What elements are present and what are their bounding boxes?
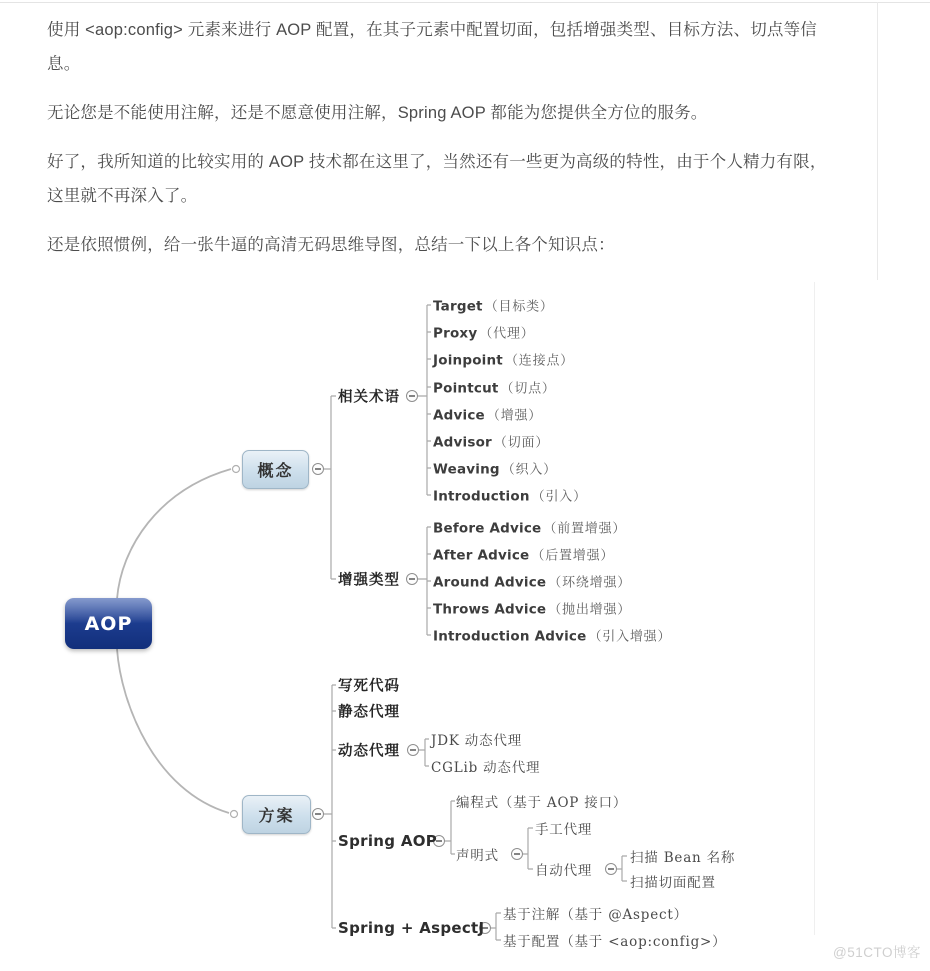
term-advisor-en: Advisor	[433, 434, 492, 451]
collapse-icon-declarative	[512, 849, 523, 860]
term-advice	[433, 405, 542, 424]
term-pointcut-zh: （切点）	[500, 381, 556, 397]
paragraph-summary: 好了，我所知道的比较实用的 AOP 技术都在这里了，当然还有一些更为高级的特性，由于个人精力有限，这里就不再深入了。	[47, 153, 827, 205]
term-joinpoint-zh: （连接点）	[504, 353, 574, 369]
bracket-terms-children	[418, 305, 431, 495]
term-weaving-zh: （织入）	[501, 462, 557, 478]
advice-after-en: After Advice	[433, 547, 530, 564]
node-declarative: 声明式	[456, 848, 499, 864]
leaf-scan-aspect-config: 扫描切面配置	[630, 875, 716, 891]
term-target-en: Target	[433, 298, 483, 315]
advice-introduction	[433, 626, 671, 645]
advice-before-zh: （前置增强）	[543, 521, 627, 537]
term-joinpoint	[433, 350, 574, 369]
collapse-icon-scheme	[313, 809, 324, 820]
junction-dot-scheme	[231, 811, 238, 818]
collapse-icon-terms	[407, 391, 418, 402]
term-introduction-en: Introduction	[433, 488, 530, 505]
advice-after	[433, 545, 614, 564]
node-spring-aop: Spring AOP	[338, 832, 438, 850]
term-weaving-en: Weaving	[433, 461, 500, 478]
advice-throws	[433, 599, 631, 618]
collapse-icon-advice-types	[407, 574, 418, 585]
advice-around-zh: （环绕增强）	[548, 575, 632, 591]
bracket-dynamic-proxy-children	[419, 739, 429, 766]
bracket-scheme-children	[324, 685, 336, 928]
node-dynamic-proxy: 动态代理	[338, 742, 400, 760]
node-scheme: 方案	[242, 795, 311, 834]
term-pointcut-en: Pointcut	[433, 380, 499, 397]
node-spring-aspectj: Spring + AspectJ	[338, 919, 485, 937]
node-aop-root: AOP	[65, 598, 152, 649]
bracket-advice-children	[418, 527, 431, 635]
collapse-icon-dynamic-proxy	[408, 745, 419, 756]
bracket-spring-aop-children	[445, 801, 455, 854]
leaf-config-based: 基于配置（基于 <aop:config>）	[503, 934, 727, 950]
collapse-icon-auto-proxy	[606, 864, 617, 875]
term-target-zh: （目标类）	[484, 299, 554, 315]
term-advisor	[433, 432, 549, 451]
leaf-annotation-based: 基于注解（基于 @Aspect）	[503, 907, 688, 923]
node-hardcode: 写死代码	[338, 677, 400, 695]
leaf-scan-bean-name: 扫描 Bean 名称	[630, 850, 736, 866]
bracket-aspectj-children	[491, 913, 501, 940]
leaf-programmatic: 编程式（基于 AOP 接口）	[456, 795, 628, 811]
advice-around	[433, 572, 631, 591]
advice-around-en: Around Advice	[433, 574, 547, 591]
paragraph-annotation: 无论您是不能使用注解，还是不愿意使用注解，Spring AOP 都能为您提供全方位的服务。	[47, 104, 708, 122]
term-advice-zh: （增强）	[486, 408, 543, 424]
term-joinpoint-en: Joinpoint	[433, 352, 503, 369]
paragraph-mindmap-intro: 还是依照惯例，给一张牛逼的高清无码思维导图，总结一下以上各个知识点：	[47, 236, 615, 254]
term-weaving	[433, 459, 557, 478]
advice-before-en: Before Advice	[433, 520, 542, 537]
term-proxy	[433, 323, 535, 342]
node-advice-types-label: 增强类型	[338, 571, 400, 589]
term-advice-en: Advice	[433, 407, 485, 424]
branch-curve-scheme	[117, 649, 229, 813]
collapse-icon-concept	[313, 464, 324, 475]
leaf-manual-proxy: 手工代理	[535, 822, 593, 838]
leaf-cglib-proxy: CGLib 动态代理	[431, 760, 541, 776]
paragraph-aop-config: 使用 <aop:config> 元素来进行 AOP 配置，在其子元素中配置切面，包括增强类型、目标方法、切点等信息。	[47, 21, 817, 73]
advice-introduction-en: Introduction Advice	[433, 628, 587, 645]
term-target	[433, 296, 554, 315]
node-terms-label: 相关术语	[338, 388, 400, 406]
watermark-51cto: @51CTO博客	[833, 945, 921, 960]
term-advisor-zh: （切面）	[493, 435, 550, 451]
node-concept: 概念	[242, 450, 309, 489]
leaf-jdk-proxy: JDK 动态代理	[431, 733, 523, 749]
bracket-auto-proxy-children	[617, 856, 627, 881]
junction-dot-concept	[233, 466, 240, 473]
advice-after-zh: （后置增强）	[531, 548, 615, 564]
node-auto-proxy: 自动代理	[535, 863, 593, 879]
term-proxy-zh: （代理）	[479, 326, 535, 342]
node-static-proxy: 静态代理	[338, 703, 400, 721]
advice-throws-zh: （抛出增强）	[548, 602, 632, 618]
bracket-declarative-children	[523, 828, 533, 869]
term-proxy-en: Proxy	[433, 325, 478, 342]
advice-introduction-zh: （引入增强）	[588, 629, 672, 645]
advice-throws-en: Throws Advice	[433, 601, 547, 618]
branch-curve-concept	[117, 469, 231, 599]
bracket-concept-children	[324, 396, 336, 579]
term-pointcut	[433, 378, 556, 397]
term-introduction	[433, 486, 587, 505]
term-introduction-zh: （引入）	[531, 489, 587, 505]
advice-before	[433, 518, 626, 537]
